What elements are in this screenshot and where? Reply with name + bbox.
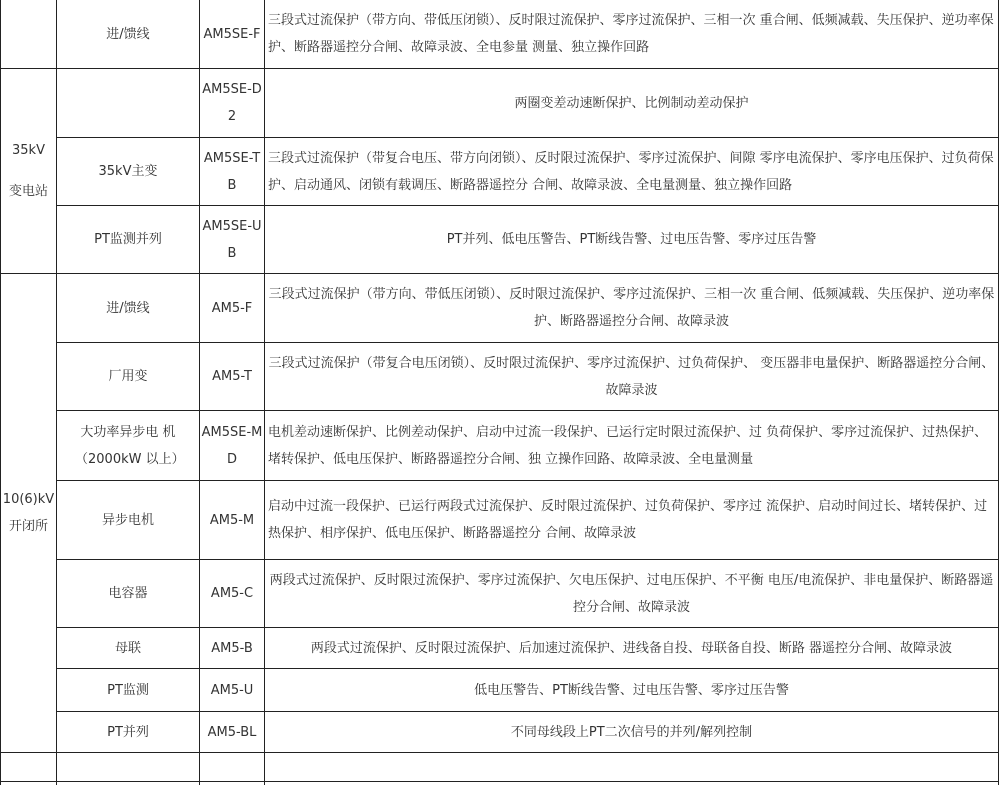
device-cell [57,560,199,627]
device-name: 进/馈线 [106,300,150,316]
functions-text: 低电压警告、PT断线告警、过电压告警、零序过压告警 [474,682,789,698]
device-name: 进/馈线 [106,26,150,42]
model-cell [200,753,264,781]
category-label: 35kV [12,143,45,158]
functions-cell [265,138,998,205]
category-label: 10(6)kV [2,492,55,507]
model-cell [200,560,264,627]
functions-text: 三段式过流保护（带方向、带低压闭锁）、反时限过流保护、零序过流保护、三相一次 重合闸、低频减载、失压保护、逆功率保护、断路器遥控分合闸、故障录波 [268,287,995,329]
functions-text: PT并列、低电压警告、PT断线告警、过电压告警、零序过压告警 [446,232,817,247]
device-cell [57,69,199,137]
device-name: PT监测 [107,682,149,698]
device-cell [57,753,199,781]
device-cell [57,481,199,559]
functions-text: 电机差动速断保护、比例差动保护、启动中过流一段保护、已运行定时限过流保护、过 负荷保护、零序过流保护、过热保护、堵转保护、低电压保护、断路器遥控分合闸、独 立操作回路、故障录波、全电量测量 [268,424,988,467]
device-cell [57,628,199,668]
model-cell [200,206,264,273]
device-cell [57,138,199,205]
model-cell [200,628,264,668]
device-cell [57,274,199,342]
model-code: AM5-M [209,512,255,528]
model-cell [200,669,264,711]
device-cell [57,343,199,410]
model-code: AM5-C [210,586,254,601]
model-code: AM5SE-MD [201,424,263,467]
model-cell [200,343,264,410]
functions-cell [265,411,998,480]
functions-cell [265,560,998,627]
model-code: AM5SE-TB [203,150,261,193]
functions-text: 三段式过流保护（带复合电压闭锁）、反时限过流保护、零序过流保护、过负荷保护、 变压器非电量保护、断路器遥控分合闸、故障录波 [268,355,995,398]
model-cell [200,712,264,752]
device-name: 35kV主变 [98,164,158,179]
functions-cell [265,0,998,68]
model-cell [200,69,264,137]
device-name: PT监测并列 [94,232,162,247]
functions-cell [265,712,998,752]
model-code: AM5-F [211,300,253,316]
functions-cell [265,206,998,273]
category-35kv-substation [1,69,56,273]
model-cell [200,481,264,559]
device-cell [57,206,199,273]
model-code: AM5SE-D2 [202,82,262,124]
device-name: 母联 [114,640,141,656]
device-cell [57,712,199,752]
category-label: 变电站 [8,184,48,199]
model-code: AM5SE-F [203,26,261,42]
functions-text: 两段式过流保护、反时限过流保护、后加速过流保护、进线备自投、母联备自投、断路 器遥控分合闸、故障录波 [310,640,953,656]
device-name: 异步电机 [101,512,154,528]
device-cell [57,669,199,711]
device-name: 厂用变 [108,369,148,384]
device-name: 电容器 [108,586,148,601]
category-label: 开闭所 [8,519,48,534]
functions-text: 两圈变差动速断保护、比例制动差动保护 [514,95,749,111]
functions-text: 三段式过流保护（带复合电压、带方向闭锁）、反时限过流保护、零序过流保护、间隙 零序电流保护、零序电压保护、过负荷保护、启动通风、闭锁有载调压、断路器遥控分 合闸、故障录波、全电量测量、独立操作回路 [268,150,994,193]
table-border-bottom [0,781,999,782]
functions-cell [265,69,998,137]
device-cell [57,0,199,68]
model-code: AM5-T [212,369,252,384]
functions-cell [265,628,998,668]
model-cell [200,411,264,480]
functions-text: 三段式过流保护（带方向、带低压闭锁）、反时限过流保护、零序过流保护、三相一次 重合闸、低频减载、失压保护、逆功率保护、断路器遥控分合闸、故障录波、全电参量 测量、独立操作回路 [268,13,994,55]
model-code: AM5SE-UB [202,218,262,261]
functions-cell [265,753,998,781]
functions-text: 启动中过流一段保护、已运行两段式过流保护、反时限过流保护、过负荷保护、零序过 流保护、启动时间过长、堵转保护、过热保护、相序保护、低电压保护、断路器遥控分 合闸、故障录波 [268,499,988,541]
functions-cell [265,274,998,342]
model-cell [200,274,264,342]
functions-text: 不同母线段上PT二次信号的并列/解列控制 [510,724,753,740]
functions-cell [265,669,998,711]
category-switchyard [1,274,56,752]
functions-cell [265,343,998,410]
model-code: AM5-B [211,640,253,656]
model-cell [200,138,264,205]
device-name: PT并列 [107,724,149,740]
model-code: AM5-U [210,682,254,698]
model-cell [200,0,264,68]
functions-cell [265,481,998,559]
device-cell [57,411,199,480]
device-name: 大功率异步电 机（2000kW 以上） [75,424,185,467]
model-code: AM5-BL [207,724,257,740]
functions-text: 两段式过流保护、反时限过流保护、零序过流保护、欠电压保护、过电压保护、不平衡 电压/电流保护、非电量保护、断路器遥控分合闸、故障录波 [269,572,994,615]
